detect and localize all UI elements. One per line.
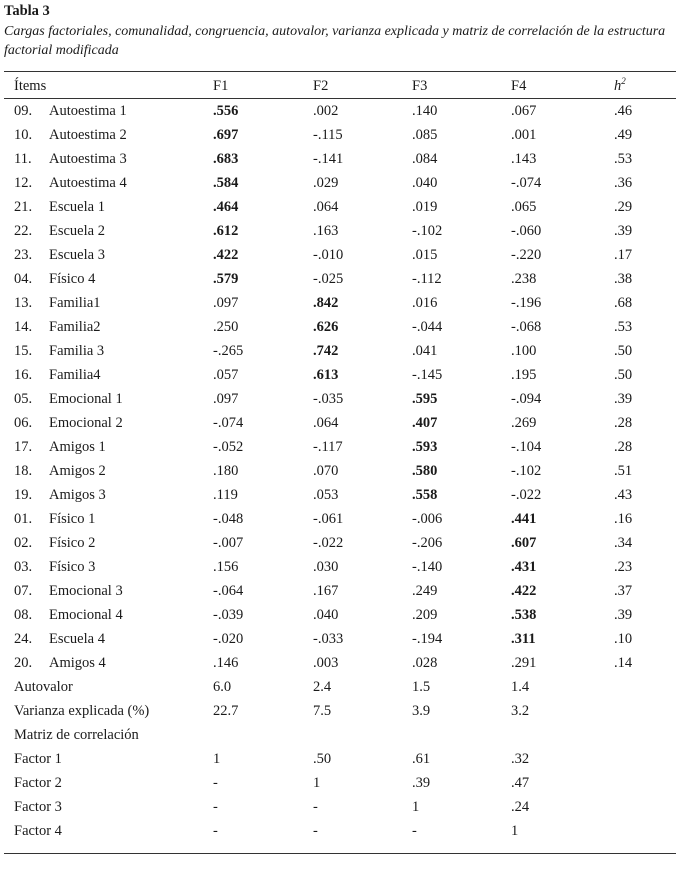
summary-row (4, 699, 676, 723)
loading-f1: .146 (213, 655, 239, 671)
item-name: Escuela 3 (49, 247, 105, 263)
summary-f3: 1 (412, 799, 420, 815)
item-number: 17. (14, 439, 33, 455)
summary-f2: 1 (313, 775, 321, 791)
loading-f3: -.145 (412, 367, 443, 383)
loading-f2: -.022 (313, 535, 344, 551)
loading-f4: .291 (511, 655, 537, 671)
summary-f4: .32 (511, 751, 530, 767)
summary-f1: 1 (213, 751, 221, 767)
summary-f4: 1 (511, 823, 519, 839)
summary-f1: 22.7 (213, 703, 239, 719)
loading-f2: .040 (313, 607, 339, 623)
table-row (4, 651, 676, 675)
communality-h2: .39 (614, 607, 633, 623)
item-name: Físico 4 (49, 271, 96, 287)
loading-f1: -.265 (213, 343, 244, 359)
item-number: 23. (14, 247, 33, 263)
header-rule (4, 98, 676, 99)
loading-f4: -.094 (511, 391, 542, 407)
loading-f1: .464 (213, 199, 239, 215)
communality-h2: .50 (614, 367, 633, 383)
communality-h2: .34 (614, 535, 633, 551)
summary-row (4, 795, 676, 819)
loading-f2: .029 (313, 175, 339, 191)
summary-f2: - (313, 823, 318, 839)
loading-f2: .842 (313, 295, 339, 311)
loading-f4: -.102 (511, 463, 542, 479)
summary-row (4, 771, 676, 795)
loading-f1: .697 (213, 127, 239, 143)
header-h2-base: h (614, 78, 622, 94)
factor-table (4, 75, 676, 843)
loading-f3: .085 (412, 127, 438, 143)
loading-f2: -.010 (313, 247, 344, 263)
item-name: Físico 3 (49, 559, 96, 575)
item-name: Autoestima 1 (49, 103, 127, 119)
loading-f4: .538 (511, 607, 537, 623)
loading-f2: -.141 (313, 151, 344, 167)
loading-f2: .742 (313, 343, 339, 359)
loading-f3: .084 (412, 151, 438, 167)
loading-f3: .593 (412, 439, 438, 455)
loading-f1: .612 (213, 223, 239, 239)
loading-f1: -.039 (213, 607, 244, 623)
communality-h2: .43 (614, 487, 633, 503)
summary-f1: - (213, 775, 218, 791)
summary-f3: 1.5 (412, 679, 431, 695)
table-row (4, 315, 676, 339)
loading-f1: -.052 (213, 439, 244, 455)
communality-h2: .16 (614, 511, 633, 527)
loading-f1: .057 (213, 367, 239, 383)
loading-f3: .140 (412, 103, 438, 119)
loading-f2: .053 (313, 487, 339, 503)
loading-f3: .580 (412, 463, 438, 479)
table-row (4, 171, 676, 195)
loading-f2: -.061 (313, 511, 344, 527)
item-number: 13. (14, 295, 33, 311)
item-number: 10. (14, 127, 33, 143)
item-number: 12. (14, 175, 33, 191)
table-row (4, 435, 676, 459)
item-name: Emocional 1 (49, 391, 123, 407)
item-name: Emocional 2 (49, 415, 123, 431)
table-row (4, 555, 676, 579)
table-row (4, 99, 676, 123)
loading-f4: .238 (511, 271, 537, 287)
header-h2 (614, 75, 626, 97)
loading-f3: .028 (412, 655, 438, 671)
item-name: Amigos 3 (49, 487, 106, 503)
loading-f2: -.035 (313, 391, 344, 407)
loading-f1: -.048 (213, 511, 244, 527)
summary-f1: - (213, 823, 218, 839)
item-number: 21. (14, 199, 33, 215)
loading-f4: -.220 (511, 247, 542, 263)
item-number: 19. (14, 487, 33, 503)
summary-f2: - (313, 799, 318, 815)
table-row (4, 603, 676, 627)
summary-label: Factor 1 (14, 751, 62, 767)
table-row (4, 267, 676, 291)
table-row (4, 363, 676, 387)
item-name: Escuela 4 (49, 631, 105, 647)
loading-f2: .626 (313, 319, 339, 335)
table-row (4, 579, 676, 603)
summary-f1: 6.0 (213, 679, 232, 695)
loading-f1: -.020 (213, 631, 244, 647)
loading-f2: -.115 (313, 127, 343, 143)
item-number: 08. (14, 607, 33, 623)
table-row (4, 123, 676, 147)
loading-f1: .579 (213, 271, 239, 287)
communality-h2: .37 (614, 583, 633, 599)
loading-f1: .422 (213, 247, 239, 263)
summary-label: Varianza explicada (%) (14, 703, 150, 719)
loading-f2: -.025 (313, 271, 344, 287)
table-row (4, 627, 676, 651)
loading-f2: .002 (313, 103, 339, 119)
item-name: Amigos 4 (49, 655, 106, 671)
communality-h2: .28 (614, 439, 633, 455)
table-row (4, 147, 676, 171)
item-number: 18. (14, 463, 33, 479)
item-number: 22. (14, 223, 33, 239)
summary-f3: 3.9 (412, 703, 431, 719)
summary-f2: 7.5 (313, 703, 332, 719)
loading-f4: .431 (511, 559, 537, 575)
loading-f2: .064 (313, 199, 339, 215)
loading-f4: .001 (511, 127, 537, 143)
communality-h2: .49 (614, 127, 633, 143)
loading-f4: .607 (511, 535, 537, 551)
loading-f3: -.140 (412, 559, 443, 575)
loading-f3: -.044 (412, 319, 443, 335)
loading-f2: .163 (313, 223, 339, 239)
item-number: 05. (14, 391, 33, 407)
top-rule (4, 71, 676, 72)
communality-h2: .29 (614, 199, 633, 215)
item-name: Familia2 (49, 319, 101, 335)
summary-f4: .47 (511, 775, 530, 791)
summary-row (4, 723, 676, 747)
table-caption: Cargas factoriales, comunalidad, congruencia, autovalor, varianza explicada y matriz de correlación de la estructura factorial modificada (4, 24, 666, 58)
loading-f4: .143 (511, 151, 537, 167)
header-h2-sup: 2 (621, 76, 626, 86)
loading-f3: .015 (412, 247, 438, 263)
communality-h2: .51 (614, 463, 633, 479)
summary-row (4, 747, 676, 771)
item-name: Escuela 2 (49, 223, 105, 239)
loading-f3: .249 (412, 583, 438, 599)
summary-label: Matriz de correlación (14, 727, 139, 743)
communality-h2: .17 (614, 247, 633, 263)
item-number: 20. (14, 655, 33, 671)
summary-row (4, 675, 676, 699)
communality-h2: .38 (614, 271, 633, 287)
summary-label: Autovalor (14, 679, 73, 695)
loading-f3: -.006 (412, 511, 443, 527)
item-number: 24. (14, 631, 33, 647)
header-f2: F2 (313, 78, 329, 94)
item-name: Autoestima 4 (49, 175, 127, 191)
item-name: Emocional 4 (49, 607, 123, 623)
summary-f4: 3.2 (511, 703, 530, 719)
item-name: Emocional 3 (49, 583, 123, 599)
item-name: Físico 2 (49, 535, 96, 551)
communality-h2: .28 (614, 415, 633, 431)
loading-f1: .180 (213, 463, 239, 479)
loading-f2: .167 (313, 583, 339, 599)
loading-f3: -.112 (412, 271, 442, 287)
table-row (4, 387, 676, 411)
loading-f4: .422 (511, 583, 537, 599)
header-f4: F4 (511, 78, 527, 94)
loading-f1: -.074 (213, 415, 244, 431)
item-name: Escuela 1 (49, 199, 105, 215)
item-number: 09. (14, 103, 33, 119)
communality-h2: .23 (614, 559, 633, 575)
loading-f1: .097 (213, 295, 239, 311)
loading-f4: -.060 (511, 223, 542, 239)
summary-f3: .61 (412, 751, 431, 767)
loading-f4: .100 (511, 343, 537, 359)
item-name: Familia4 (49, 367, 101, 383)
loading-f2: -.117 (313, 439, 343, 455)
loading-f3: .595 (412, 391, 438, 407)
loading-f3: .558 (412, 487, 438, 503)
communality-h2: .53 (614, 319, 633, 335)
loading-f2: .070 (313, 463, 339, 479)
loading-f1: .250 (213, 319, 239, 335)
loading-f4: .311 (511, 631, 536, 647)
item-number: 02. (14, 535, 33, 551)
loading-f3: .209 (412, 607, 438, 623)
communality-h2: .50 (614, 343, 633, 359)
summary-label: Factor 4 (14, 823, 62, 839)
header-row (4, 75, 676, 97)
loading-f3: -.194 (412, 631, 443, 647)
loading-f2: .030 (313, 559, 339, 575)
loading-f4: -.074 (511, 175, 542, 191)
loading-f3: .041 (412, 343, 438, 359)
table-row (4, 195, 676, 219)
table-row (4, 483, 676, 507)
loading-f1: .119 (213, 487, 238, 503)
loading-f1: -.064 (213, 583, 244, 599)
summary-f3: - (412, 823, 417, 839)
item-number: 06. (14, 415, 33, 431)
loading-f1: .584 (213, 175, 239, 191)
communality-h2: .10 (614, 631, 633, 647)
communality-h2: .39 (614, 223, 633, 239)
item-name: Amigos 1 (49, 439, 106, 455)
loading-f4: .067 (511, 103, 537, 119)
table-row (4, 411, 676, 435)
item-number: 16. (14, 367, 33, 383)
item-name: Familia 3 (49, 343, 105, 359)
item-name: Familia1 (49, 295, 101, 311)
loading-f4: .269 (511, 415, 537, 431)
loading-f4: -.104 (511, 439, 542, 455)
header-items: Ítems (14, 78, 47, 94)
table-row (4, 339, 676, 363)
summary-f3: .39 (412, 775, 431, 791)
loading-f1: -.007 (213, 535, 244, 551)
loading-f2: .003 (313, 655, 339, 671)
item-number: 14. (14, 319, 33, 335)
summary-f4: 1.4 (511, 679, 530, 695)
communality-h2: .46 (614, 103, 633, 119)
loading-f1: .156 (213, 559, 239, 575)
summary-f2: .50 (313, 751, 332, 767)
loading-f3: .019 (412, 199, 438, 215)
loading-f3: .016 (412, 295, 438, 311)
loading-f2: .613 (313, 367, 339, 383)
table-row (4, 291, 676, 315)
summary-label: Factor 3 (14, 799, 62, 815)
loading-f4: .195 (511, 367, 537, 383)
communality-h2: .53 (614, 151, 633, 167)
loading-f1: .097 (213, 391, 239, 407)
item-name: Amigos 2 (49, 463, 106, 479)
loading-f3: .407 (412, 415, 438, 431)
item-number: 15. (14, 343, 33, 359)
table-row (4, 531, 676, 555)
bottom-rule (4, 853, 676, 854)
summary-row (4, 819, 676, 843)
communality-h2: .39 (614, 391, 633, 407)
communality-h2: .68 (614, 295, 633, 311)
loading-f4: .441 (511, 511, 537, 527)
loading-f3: -.206 (412, 535, 443, 551)
item-name: Autoestima 2 (49, 127, 127, 143)
loading-f4: .065 (511, 199, 537, 215)
loading-f1: .683 (213, 151, 239, 167)
item-number: 04. (14, 271, 33, 287)
table-body (4, 97, 676, 843)
summary-f4: .24 (511, 799, 530, 815)
table-row (4, 243, 676, 267)
summary-f1: - (213, 799, 218, 815)
loading-f2: .064 (313, 415, 339, 431)
summary-label: Factor 2 (14, 775, 62, 791)
loading-f3: -.102 (412, 223, 443, 239)
table-row (4, 459, 676, 483)
header-f1: F1 (213, 78, 229, 94)
loading-f4: -.022 (511, 487, 542, 503)
header-f3: F3 (412, 78, 428, 94)
table-row (4, 507, 676, 531)
item-number: 03. (14, 559, 33, 575)
item-number: 11. (14, 151, 32, 167)
communality-h2: .14 (614, 655, 633, 671)
item-number: 01. (14, 511, 33, 527)
summary-f2: 2.4 (313, 679, 332, 695)
loading-f4: -.196 (511, 295, 542, 311)
loading-f4: -.068 (511, 319, 542, 335)
table-label: Tabla 3 (4, 3, 50, 19)
item-number: 07. (14, 583, 33, 599)
loading-f2: -.033 (313, 631, 344, 647)
item-name: Autoestima 3 (49, 151, 127, 167)
item-name: Físico 1 (49, 511, 96, 527)
loading-f1: .556 (213, 103, 239, 119)
communality-h2: .36 (614, 175, 633, 191)
table-row (4, 219, 676, 243)
loading-f3: .040 (412, 175, 438, 191)
